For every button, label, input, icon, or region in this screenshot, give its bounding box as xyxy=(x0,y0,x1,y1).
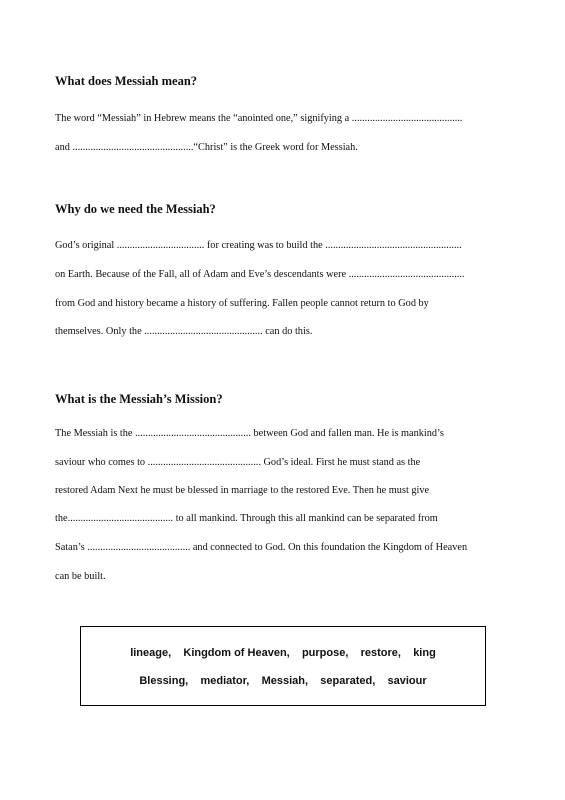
paragraph-line: from God and history became a history of suffering. Fallen people cannot return to God by xyxy=(55,298,429,309)
paragraph-line: can be built. xyxy=(55,571,106,582)
paragraph-line: The word “Messiah” in Hebrew means the “anointed one,” signifying a ........................................... xyxy=(55,113,463,124)
word-bank-box xyxy=(80,626,486,706)
paragraph-line: God’s original .................................. for creating was to build the ..................................................... xyxy=(55,240,462,251)
paragraph-line: Satan’s ........................................ and connected to God. On this foundation the Kingdom of Heaven xyxy=(55,542,468,553)
word-bank-line: Blessing, mediator, Messiah, separated, saviour xyxy=(139,675,427,687)
paragraph-line: themselves. Only the .............................................. can do this. xyxy=(55,326,313,337)
heading-why-messiah: Why do we need the Messiah? xyxy=(55,202,216,216)
word-bank-line: lineage, Kingdom of Heaven, purpose, restore, king xyxy=(130,647,436,659)
paragraph-line: The Messiah is the ............................................. between God and fallen man. He is mankind’s xyxy=(55,428,444,439)
paragraph-line: and ...............................................“Christ” is the Greek word for Messiah. xyxy=(55,142,358,153)
paragraph-line: restored Adam Next he must be blessed in marriage to the restored Eve. Then he must give xyxy=(55,485,430,496)
paragraph-line: the......................................... to all mankind. Through this all mankind can be separated from xyxy=(55,513,438,524)
heading-messiah-mission: What is the Messiah’s Mission? xyxy=(55,392,223,406)
paragraph-line: saviour who comes to ............................................ God’s ideal. First he must stand as the xyxy=(55,457,421,468)
heading-messiah-meaning: What does Messiah mean? xyxy=(55,74,198,88)
paragraph-line: on Earth. Because of the Fall, all of Adam and Eve’s descendants were ............................................. xyxy=(55,269,465,280)
